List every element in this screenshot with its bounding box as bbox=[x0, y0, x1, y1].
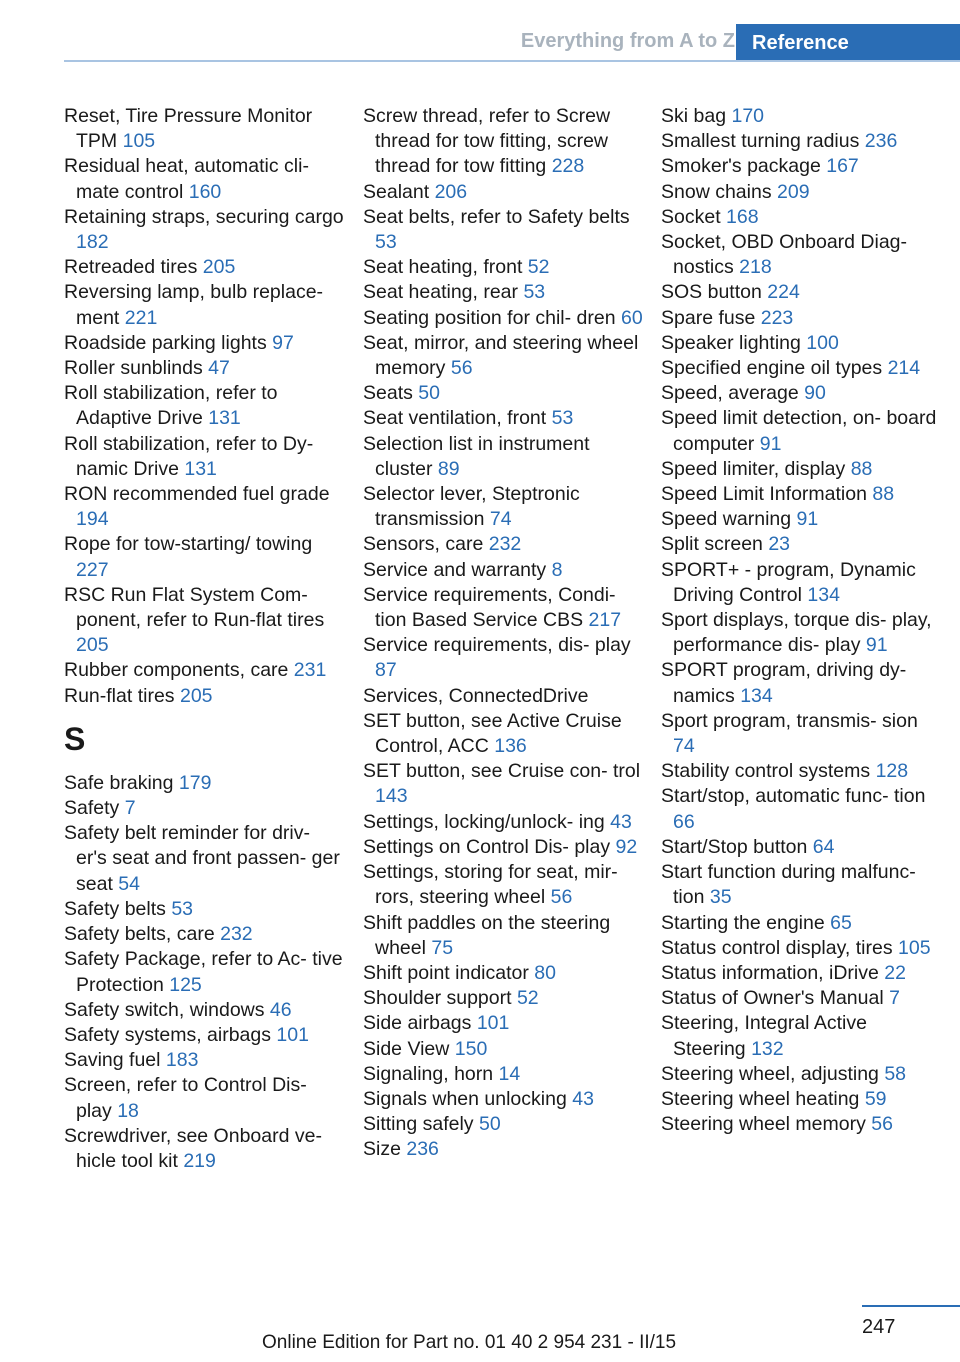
index-entry-text: Sport displays, torque dis‐ play, performance dis‐ play bbox=[661, 609, 932, 657]
index-page-link[interactable]: 143 bbox=[375, 785, 408, 808]
index-page-link[interactable]: 14 bbox=[498, 1062, 521, 1085]
index-entry bbox=[363, 558, 643, 583]
index-entry bbox=[64, 381, 344, 431]
index-entry bbox=[363, 1037, 643, 1062]
index-entry-text: Selector lever, Steptronic transmission bbox=[363, 483, 580, 531]
index-page-link[interactable]: 50 bbox=[418, 382, 440, 405]
index-entry-text: Smallest turning radius bbox=[661, 130, 860, 153]
index-entry-text: Safety belts, care bbox=[64, 923, 215, 946]
index-page-link[interactable]: 167 bbox=[826, 155, 859, 178]
index-entry bbox=[64, 922, 344, 947]
index-entry bbox=[661, 1112, 941, 1137]
index-page-link[interactable]: 227 bbox=[76, 558, 109, 581]
index-entry-text: Seat heating, front bbox=[363, 256, 523, 279]
index-page-link[interactable]: 217 bbox=[588, 609, 622, 632]
index-entry bbox=[661, 1011, 941, 1061]
index-entry-text: Screw thread, refer to Screw thread for tow fitting, screw thread for tow fitting bbox=[363, 105, 611, 178]
index-entry bbox=[661, 104, 941, 129]
index-entry-text: Retaining straps, securing cargo bbox=[64, 205, 344, 228]
index-page-link[interactable]: 218 bbox=[739, 256, 772, 279]
index-entry-text: Starting the engine bbox=[661, 911, 825, 934]
index-entry-text: Screwdriver, see Onboard ve‐ hicle tool kit bbox=[64, 1124, 322, 1172]
index-page-link[interactable]: 87 bbox=[375, 659, 397, 682]
index-page-link[interactable]: 194 bbox=[76, 508, 109, 531]
index-entry bbox=[661, 936, 941, 961]
index-entry bbox=[363, 532, 643, 557]
index-page-link[interactable]: 7 bbox=[889, 987, 900, 1010]
index-entry bbox=[661, 911, 941, 936]
index-entry bbox=[661, 306, 941, 331]
index-entry-text: Start/Stop button bbox=[661, 835, 808, 858]
index-page-link[interactable]: 131 bbox=[208, 407, 241, 430]
index-page-link[interactable]: 97 bbox=[272, 331, 294, 354]
index-page-link[interactable]: 53 bbox=[551, 407, 574, 430]
index-entry bbox=[363, 331, 643, 381]
index-page-link[interactable]: 74 bbox=[489, 508, 512, 531]
index-page-link[interactable]: 170 bbox=[731, 105, 765, 127]
index-entry-text: Sitting safely bbox=[363, 1113, 474, 1136]
index-entry-text: Status control display, tires bbox=[661, 936, 893, 959]
index-entry-text: SET button, see Cruise con‐ trol bbox=[363, 760, 641, 783]
index-entry-text: Rope for tow-starting/ towing bbox=[64, 533, 313, 556]
index-entry bbox=[64, 796, 344, 821]
index-entry bbox=[64, 771, 344, 796]
index-entry-text: Screen, refer to Control Dis‐ play bbox=[64, 1074, 307, 1122]
index-page-link[interactable]: 182 bbox=[76, 231, 109, 254]
index-entry bbox=[363, 986, 643, 1011]
index-entry bbox=[363, 180, 643, 205]
index-page-link[interactable]: 205 bbox=[202, 256, 236, 279]
index-entry bbox=[661, 784, 941, 834]
index-entry bbox=[661, 532, 941, 557]
index-entry bbox=[64, 154, 344, 204]
index-entry bbox=[64, 1048, 344, 1073]
index-entry bbox=[64, 255, 344, 280]
index-entry-text: Rubber components, care bbox=[64, 659, 289, 682]
index-entry-text: Start function during malfunc‐ tion bbox=[661, 861, 916, 909]
index-entry-text: Seat heating, rear bbox=[363, 281, 519, 304]
index-page-link[interactable]: 221 bbox=[124, 306, 158, 329]
index-entry-text: Seat belts, refer to Safety belts bbox=[363, 205, 630, 228]
index-entry bbox=[64, 532, 344, 582]
header-chapter-tab: Reference bbox=[736, 24, 960, 62]
index-entry bbox=[64, 280, 344, 330]
index-entry-text: Saving fuel bbox=[64, 1049, 161, 1072]
index-entry bbox=[661, 558, 941, 608]
index-page-link[interactable]: 100 bbox=[806, 331, 839, 354]
index-entry-text: Status information, iDrive bbox=[661, 961, 879, 984]
index-entry bbox=[661, 129, 941, 154]
index-entry-text: Socket, OBD Onboard Diag‐ nostics bbox=[661, 231, 908, 279]
index-entry bbox=[363, 205, 643, 255]
index-entry bbox=[661, 205, 941, 230]
index-entry-text: Safety systems, airbags bbox=[64, 1023, 271, 1046]
index-page-link[interactable]: 214 bbox=[887, 357, 921, 380]
index-entry-text: Speed limit detection, on‐ board computer bbox=[661, 407, 937, 455]
index-entry bbox=[363, 1087, 643, 1112]
index-page-link[interactable]: 18 bbox=[117, 1099, 139, 1122]
index-entry-text: Sealant bbox=[363, 180, 430, 203]
index-entry-text: Steering wheel memory bbox=[661, 1113, 866, 1136]
index-page-link[interactable]: 136 bbox=[494, 735, 527, 758]
index-entry bbox=[64, 821, 344, 897]
index-entry bbox=[363, 432, 643, 482]
index-entry bbox=[64, 684, 344, 709]
index-page-link[interactable]: 205 bbox=[179, 684, 213, 707]
index-page-link[interactable]: 52 bbox=[527, 256, 550, 279]
index-entry-text: Settings, locking/unlock‐ ing bbox=[363, 810, 605, 833]
index-entry-text: Safety switch, windows bbox=[64, 998, 265, 1021]
index-page-link[interactable]: 91 bbox=[865, 634, 888, 657]
index-entry-text: Roller sunblinds bbox=[64, 357, 203, 380]
index-page-link[interactable]: 134 bbox=[807, 583, 840, 606]
index-entry bbox=[363, 860, 643, 910]
index-page-link[interactable]: 56 bbox=[871, 1113, 893, 1136]
index-entry bbox=[64, 998, 344, 1023]
index-entry-text: Safety Package, refer to Ac‐ tive Protection bbox=[64, 948, 343, 996]
index-entry-text: Safety belt reminder for driv‐ er's seat and front passen‐ ger seat bbox=[64, 822, 340, 895]
index-page-link[interactable]: 205 bbox=[76, 634, 109, 657]
index-page-link[interactable]: 54 bbox=[118, 872, 140, 895]
index-page-link[interactable]: 22 bbox=[884, 961, 906, 984]
index-entry bbox=[661, 331, 941, 356]
index-page-link[interactable]: 91 bbox=[796, 508, 819, 531]
index-page-link[interactable]: 105 bbox=[898, 936, 931, 959]
index-page-link[interactable]: 134 bbox=[740, 684, 773, 707]
index-entry-text: Service requirements, Condi‐ tion Based Service CBS bbox=[363, 583, 616, 632]
index-entry bbox=[363, 583, 643, 633]
index-entry-text: SPORT program, driving dy‐ namics bbox=[661, 659, 907, 707]
index-entry-text: Seat ventilation, front bbox=[363, 407, 547, 430]
index-page-link[interactable]: 88 bbox=[850, 457, 873, 480]
index-entry-text: Safe braking bbox=[64, 771, 174, 794]
index-entry-text: Speed, average bbox=[661, 382, 799, 405]
index-entry bbox=[363, 306, 643, 331]
index-page-link[interactable]: 128 bbox=[875, 760, 909, 783]
index-entry bbox=[661, 356, 941, 381]
index-page-link[interactable]: 101 bbox=[476, 1012, 510, 1035]
index-entry bbox=[661, 1087, 941, 1112]
index-entry-text: Roll stabilization, refer to Dy‐ namic Drive bbox=[64, 432, 314, 480]
index-page-link[interactable]: 88 bbox=[872, 483, 895, 506]
index-page-link[interactable]: 53 bbox=[171, 897, 194, 920]
index-entry bbox=[363, 1062, 643, 1087]
index-page-link[interactable]: 74 bbox=[673, 735, 695, 758]
index-page-link[interactable]: 46 bbox=[269, 998, 292, 1021]
index-page-link[interactable]: 43 bbox=[572, 1087, 594, 1110]
index-entry bbox=[661, 709, 941, 759]
index-page-link[interactable]: 53 bbox=[375, 231, 397, 254]
index-entry bbox=[363, 835, 643, 860]
index-page-link[interactable]: 58 bbox=[884, 1062, 907, 1085]
index-entry-text: Seat, mirror, and steering wheel memory bbox=[363, 331, 639, 380]
index-page-link[interactable]: 209 bbox=[777, 180, 810, 203]
index-entry bbox=[64, 482, 344, 532]
index-entry bbox=[363, 406, 643, 431]
index-entry-text: Steering, Integral Active Steering bbox=[661, 1012, 867, 1060]
index-entry bbox=[64, 947, 344, 997]
index-entry-text: Settings, storing for seat, mir‐ rors, steering wheel bbox=[363, 861, 618, 909]
index-page-link[interactable]: 50 bbox=[478, 1113, 501, 1136]
index-column-3 bbox=[661, 104, 941, 1137]
index-entry-text: SOS button bbox=[661, 281, 762, 304]
index-page-link[interactable]: 150 bbox=[454, 1037, 488, 1060]
index-page-link[interactable]: 66 bbox=[673, 810, 695, 833]
index-page-link[interactable]: 223 bbox=[760, 306, 794, 329]
index-entry-text: SPORT+ - program, Dynamic Driving Control bbox=[661, 558, 916, 606]
index-entry bbox=[64, 356, 344, 381]
index-entry-text: Specified engine oil types bbox=[661, 357, 883, 380]
index-entry bbox=[64, 104, 344, 154]
index-entry bbox=[363, 1011, 643, 1036]
index-entry-text: Speed warning bbox=[661, 508, 792, 531]
index-entry bbox=[661, 381, 941, 406]
index-entry bbox=[363, 482, 643, 532]
index-page-link[interactable]: 224 bbox=[767, 281, 800, 304]
index-page-link[interactable]: 59 bbox=[864, 1087, 887, 1110]
index-entry-text: Reversing lamp, bulb replace‐ ment bbox=[64, 281, 324, 329]
index-entry bbox=[661, 154, 941, 179]
index-entry-text: Selection list in instrument cluster bbox=[363, 432, 590, 480]
index-entry-text: Size bbox=[363, 1138, 401, 1161]
index-entry bbox=[661, 835, 941, 860]
index-entry-text: Residual heat, automatic cli‐ mate control bbox=[64, 155, 309, 203]
page-header bbox=[0, 0, 960, 62]
index-entry-text: Socket bbox=[661, 205, 721, 228]
index-entry bbox=[64, 331, 344, 356]
index-entry-text: Signaling, horn bbox=[363, 1062, 494, 1085]
index-entry-text: Shift point indicator bbox=[363, 961, 529, 984]
page-number: 247 bbox=[862, 1316, 896, 1338]
index-entry-text: SET button, see Active Cruise Control, ACC bbox=[363, 709, 622, 758]
index-entry bbox=[661, 406, 941, 456]
index-entry-text: Smoker's package bbox=[661, 155, 821, 178]
index-page-link[interactable]: 65 bbox=[830, 911, 852, 934]
index-entry-text: Seats bbox=[363, 382, 413, 405]
index-entry bbox=[363, 911, 643, 961]
index-entry-text: Signals when unlocking bbox=[363, 1087, 567, 1110]
index-page-link[interactable]: 179 bbox=[178, 771, 212, 794]
index-entry-text: Shift paddles on the steering wheel bbox=[363, 911, 611, 959]
index-page-link[interactable]: 8 bbox=[551, 558, 563, 581]
index-entry bbox=[363, 104, 643, 180]
index-entry-text: Stability control systems bbox=[661, 760, 871, 783]
index-entry bbox=[64, 432, 344, 482]
index-entry-text: Side airbags bbox=[363, 1012, 472, 1035]
index-entry bbox=[64, 1023, 344, 1048]
index-page-link[interactable]: 183 bbox=[165, 1049, 199, 1072]
index-entry-text: Run-flat tires bbox=[64, 684, 175, 707]
index-entry bbox=[363, 255, 643, 280]
index-entry-text: Roadside parking lights bbox=[64, 331, 267, 354]
index-entry bbox=[363, 1112, 643, 1137]
index-entry bbox=[64, 1073, 344, 1123]
index-page-link[interactable]: 160 bbox=[188, 180, 222, 203]
index-entry bbox=[64, 1124, 344, 1174]
index-entry bbox=[661, 759, 941, 784]
index-page-link[interactable]: 47 bbox=[208, 357, 230, 380]
index-entry bbox=[661, 1062, 941, 1087]
index-column-2 bbox=[363, 104, 643, 1163]
index-entry-text: Service requirements, dis‐ play bbox=[363, 634, 631, 657]
index-entry bbox=[363, 633, 643, 683]
index-page-link[interactable]: 60 bbox=[620, 306, 643, 329]
index-page-link[interactable]: 236 bbox=[406, 1138, 439, 1161]
index-entry-text: Snow chains bbox=[661, 180, 772, 203]
index-entry-text: Status of Owner's Manual bbox=[661, 987, 884, 1010]
index-page-link[interactable]: 35 bbox=[709, 886, 732, 909]
index-page-link[interactable]: 80 bbox=[534, 961, 556, 984]
index-entry bbox=[363, 759, 643, 809]
section-letter: S bbox=[64, 720, 86, 757]
index-entry-text: Roll stabilization, refer to Adaptive Drive bbox=[64, 382, 278, 430]
index-entry-text: Reset, Tire Pressure Monitor TPM bbox=[64, 105, 313, 153]
index-page-link[interactable]: 206 bbox=[434, 180, 468, 203]
index-entry bbox=[661, 457, 941, 482]
index-entry bbox=[363, 280, 643, 305]
index-entry-text: Seating position for chil‐ dren bbox=[363, 306, 616, 329]
header-section-title: Everything from A to Z bbox=[520, 30, 735, 52]
index-page-link[interactable]: 23 bbox=[768, 533, 791, 556]
index-entry bbox=[64, 583, 344, 659]
index-entry-text: Sensors, care bbox=[363, 533, 484, 556]
index-page-link[interactable]: 125 bbox=[169, 973, 202, 996]
index-entry-text: Safety belts bbox=[64, 897, 166, 920]
index-entry bbox=[661, 180, 941, 205]
index-entry bbox=[661, 860, 941, 910]
index-entry bbox=[661, 658, 941, 708]
index-entry-text: Shoulder support bbox=[363, 987, 512, 1010]
index-page-link[interactable]: 231 bbox=[293, 659, 327, 682]
header-rule bbox=[64, 60, 960, 62]
index-page-link[interactable]: 64 bbox=[812, 835, 835, 858]
index-page-link[interactable]: 56 bbox=[450, 357, 473, 380]
index-entry bbox=[363, 961, 643, 986]
index-page-link[interactable]: 232 bbox=[488, 533, 522, 556]
index-entry-text: RSC Run Flat System Com‐ ponent, refer to Run-flat tires bbox=[64, 583, 325, 632]
index-page-link[interactable]: 105 bbox=[122, 130, 156, 153]
index-entry bbox=[363, 684, 643, 709]
index-entry bbox=[661, 986, 941, 1011]
index-entry bbox=[64, 658, 344, 683]
index-page-link[interactable]: 53 bbox=[523, 281, 546, 304]
index-page-link[interactable]: 90 bbox=[804, 382, 826, 405]
index-entry-text: Sport program, transmis‐ sion bbox=[661, 709, 918, 732]
index-entry-text: Steering wheel heating bbox=[661, 1087, 860, 1110]
index-entry bbox=[64, 205, 344, 255]
index-page-link[interactable]: 132 bbox=[751, 1037, 784, 1060]
footer-rule bbox=[862, 1305, 960, 1307]
index-entry bbox=[363, 709, 643, 759]
index-page-link[interactable]: 236 bbox=[864, 130, 898, 153]
index-entry-text: Safety bbox=[64, 797, 120, 820]
index-column-1 bbox=[64, 104, 344, 1174]
index-page-link[interactable]: 92 bbox=[615, 835, 638, 858]
index-entry-text: Ski bag bbox=[661, 105, 727, 127]
index-entry bbox=[661, 280, 941, 305]
index-page-link[interactable]: 52 bbox=[516, 987, 539, 1010]
index-entry bbox=[363, 381, 643, 406]
index-entry bbox=[661, 608, 941, 658]
index-entry-text: Settings on Control Dis‐ play bbox=[363, 835, 611, 858]
index-entry bbox=[64, 897, 344, 922]
index-entry-text: Service and warranty bbox=[363, 558, 547, 581]
index-page-link[interactable]: 7 bbox=[124, 797, 136, 820]
index-entry-text: Speed Limit Information bbox=[661, 483, 867, 506]
index-entry-text: Spare fuse bbox=[661, 306, 756, 329]
index-page-link[interactable]: 43 bbox=[610, 810, 632, 833]
index-entry-text: Steering wheel, adjusting bbox=[661, 1062, 879, 1085]
index-entry-text: Side View bbox=[363, 1037, 450, 1060]
index-entry-text: Start/stop, automatic func‐ tion bbox=[661, 785, 926, 808]
index-entry-text: RON recommended fuel grade bbox=[64, 483, 330, 506]
index-page-link[interactable]: 228 bbox=[551, 155, 585, 178]
index-page-link[interactable]: 91 bbox=[759, 432, 782, 455]
index-entry bbox=[363, 810, 643, 835]
index-entry bbox=[661, 230, 941, 280]
index-page-link[interactable]: 219 bbox=[183, 1149, 216, 1172]
index-page-link[interactable]: 168 bbox=[726, 205, 759, 228]
index-entry-text: Speaker lighting bbox=[661, 331, 801, 354]
index-entry bbox=[661, 507, 941, 532]
index-page-link[interactable]: 89 bbox=[437, 457, 460, 480]
index-entry bbox=[363, 1137, 643, 1162]
index-entry-text: Services, ConnectedDrive bbox=[363, 684, 589, 707]
edition-note: Online Edition for Part no. 01 40 2 954 231 - II/15 bbox=[262, 1332, 677, 1353]
index-page-link[interactable]: 101 bbox=[276, 1023, 309, 1046]
index-entry-text: Retreaded tires bbox=[64, 256, 198, 279]
index-entry-text: Speed limiter, display bbox=[661, 457, 846, 480]
index-entry bbox=[661, 482, 941, 507]
index-entry-text: Split screen bbox=[661, 533, 763, 556]
index-page-link[interactable]: 232 bbox=[220, 923, 253, 946]
index-page-link[interactable]: 56 bbox=[550, 886, 573, 909]
index-entry bbox=[661, 961, 941, 986]
index-page-link[interactable]: 75 bbox=[431, 936, 454, 959]
index-page-link[interactable]: 131 bbox=[184, 457, 217, 480]
